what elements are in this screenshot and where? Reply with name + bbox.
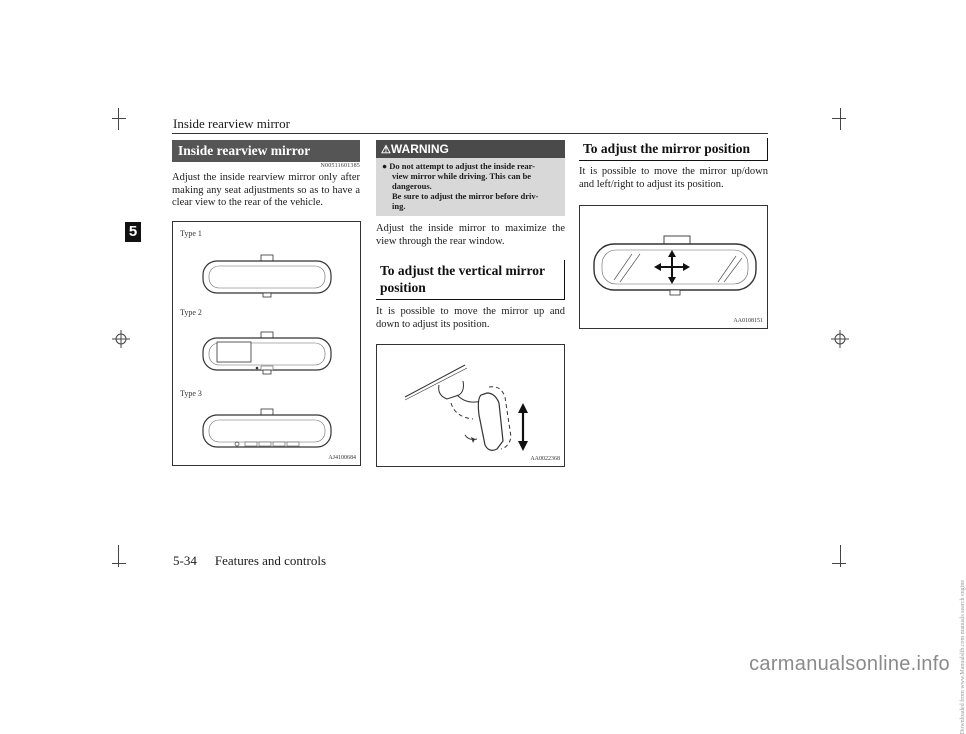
figure-code: AA0022368 <box>530 456 560 462</box>
section-heading-mirror-position: To adjust the mirror position <box>579 138 768 161</box>
type-1-label: Type 1 <box>180 229 202 238</box>
mirror-position-paragraph: It is possible to move the mirror up/down and left/right to adjust its position. <box>579 166 768 190</box>
watermark: carmanualsonline.info <box>749 653 950 675</box>
maximize-view-paragraph: Adjust the inside mirror to maximize the view through the rear window. <box>376 223 565 247</box>
bullet-icon: ● <box>382 161 388 171</box>
footer-section: Features and controls <box>214 553 327 568</box>
warning-title: ⚠WARNING <box>376 140 565 158</box>
type-3-label: Type 3 <box>180 389 202 398</box>
header-rule <box>172 133 768 134</box>
mirror-types-figure <box>172 221 361 466</box>
vertical-adjust-illustration <box>377 345 564 466</box>
figure-code: AJ4100684 <box>328 455 356 461</box>
figure-code: AA0108151 <box>733 318 763 324</box>
type-2-label: Type 2 <box>180 308 202 317</box>
warning-box <box>376 140 565 216</box>
vertical-adjust-figure <box>376 344 565 467</box>
warning-text: ● Do not attempt to adjust the inside rear- view mirror while driving. This can be dangerous. Be sure to adjust the mirror before driv- ing. <box>382 161 539 211</box>
page-footer <box>173 553 344 569</box>
page-number: 5-34 <box>173 553 197 568</box>
side-watermark: Downloaded from www.Manualslib.com manuals search engine <box>960 580 966 734</box>
intro-paragraph: Adjust the inside rearview mirror only after making any seat adjustments so as to have a clear view to the rear of the vehicle. <box>172 172 360 208</box>
warning-triangle-icon: ⚠ <box>381 144 391 156</box>
mirror-position-figure <box>579 205 768 329</box>
section-heading-vertical-position: To adjust the vertical mirror position <box>376 260 565 300</box>
vertical-adjust-paragraph: It is possible to move the mirror up and down to adjust its position. <box>376 306 565 330</box>
page-header-title: Inside rearview mirror <box>173 116 290 131</box>
mirror-position-illustration <box>580 206 767 328</box>
section-heading-inside-rearview-mirror: Inside rearview mirror <box>172 140 360 162</box>
reference-code: N00511601385 <box>320 163 360 169</box>
mirror-types-illustration <box>173 222 360 465</box>
chapter-tab: 5 <box>125 222 141 242</box>
